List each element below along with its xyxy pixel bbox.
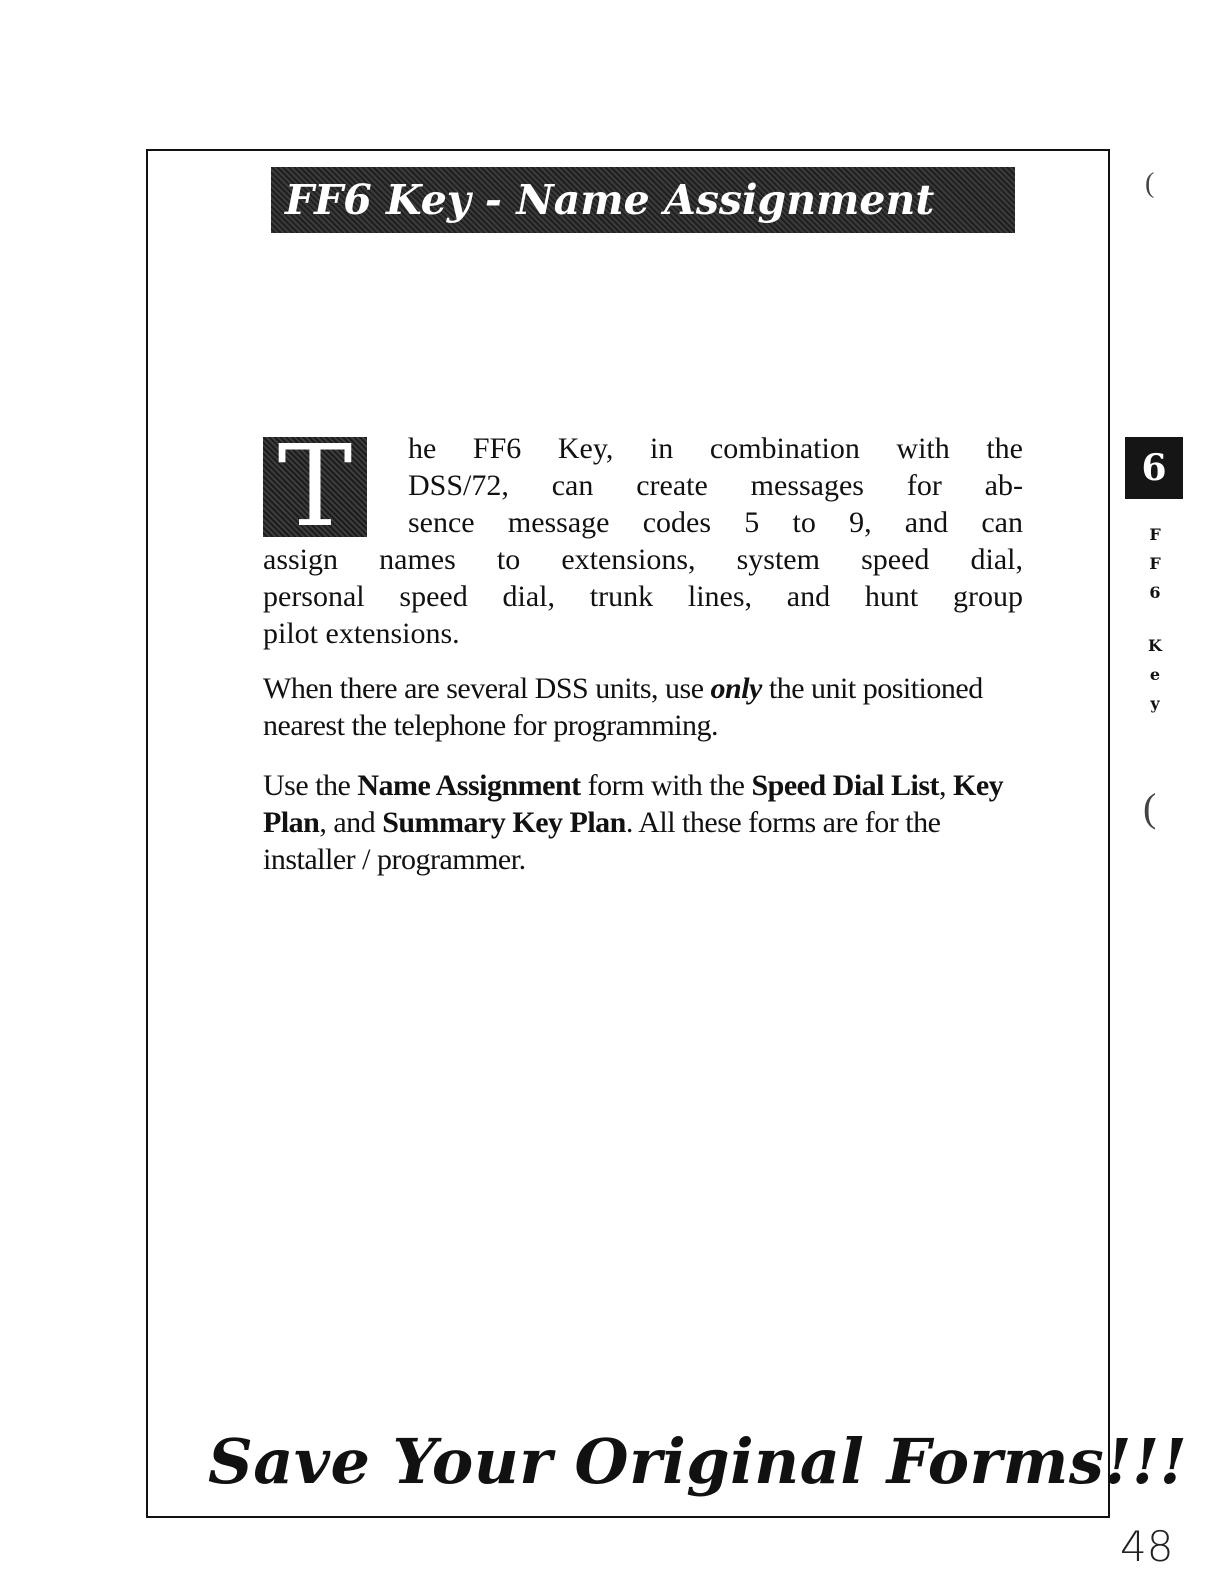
intro-line-4: assign names to extensions, system speed dial, <box>263 543 1023 576</box>
form-speed-dial-list: Speed Dial List <box>751 769 939 802</box>
form-summary-key-plan: Summary Key Plan <box>382 806 626 839</box>
chapter-tab: 6 <box>1125 437 1183 499</box>
side-letter: y <box>1150 694 1160 713</box>
paragraph-forms-text-1: Use the <box>263 769 358 802</box>
page-number: 48 <box>1120 1522 1174 1571</box>
intro-line-2: DSS/72, can create messages for ab- <box>408 469 1023 502</box>
save-forms-banner: Save Your Original Forms!!! <box>208 1425 1188 1498</box>
side-letter-gap <box>1140 607 1170 631</box>
form-name-assignment: Name Assignment <box>357 769 581 802</box>
side-letter: 6 <box>1149 583 1161 602</box>
side-letter: F <box>1149 554 1161 573</box>
paragraph-dss-text-1: When there are several DSS units, use <box>263 672 711 705</box>
side-tab-letters <box>1140 520 1170 718</box>
side-letter: K <box>1148 636 1162 655</box>
side-letter: e <box>1149 665 1161 684</box>
paragraph-forms-text-3: , <box>939 769 953 802</box>
intro-line-5: personal speed dial, trunk lines, and hunt group <box>263 580 1023 613</box>
paragraph-dss-text-2: the unit positioned nearest the telephone for programming. <box>263 672 983 742</box>
intro-line-3: sence message codes 5 to 9, and can <box>408 506 1023 539</box>
margin-mark-middle: ( <box>1143 785 1157 830</box>
paragraph-forms <box>263 767 1023 878</box>
paragraph-forms-text-5: . All these forms are for the installer / programmer. <box>263 806 941 876</box>
paragraph-forms-text-2: form with the <box>580 769 752 802</box>
form-key-plan: Key Plan <box>263 769 1004 839</box>
margin-mark-top: ( <box>1145 168 1155 199</box>
paragraph-forms-text-4: , and <box>319 806 383 839</box>
intro-line-1: he FF6 Key, in combination with the <box>408 432 1023 465</box>
side-letter: F <box>1149 525 1161 544</box>
page-title: FF6 Key - Name Assignment <box>271 167 1015 233</box>
drop-cap: T <box>263 437 367 537</box>
paragraph-dss-units <box>263 670 1023 744</box>
emphasis-only: only <box>710 672 762 705</box>
intro-line-6: pilot extensions. <box>263 617 460 650</box>
